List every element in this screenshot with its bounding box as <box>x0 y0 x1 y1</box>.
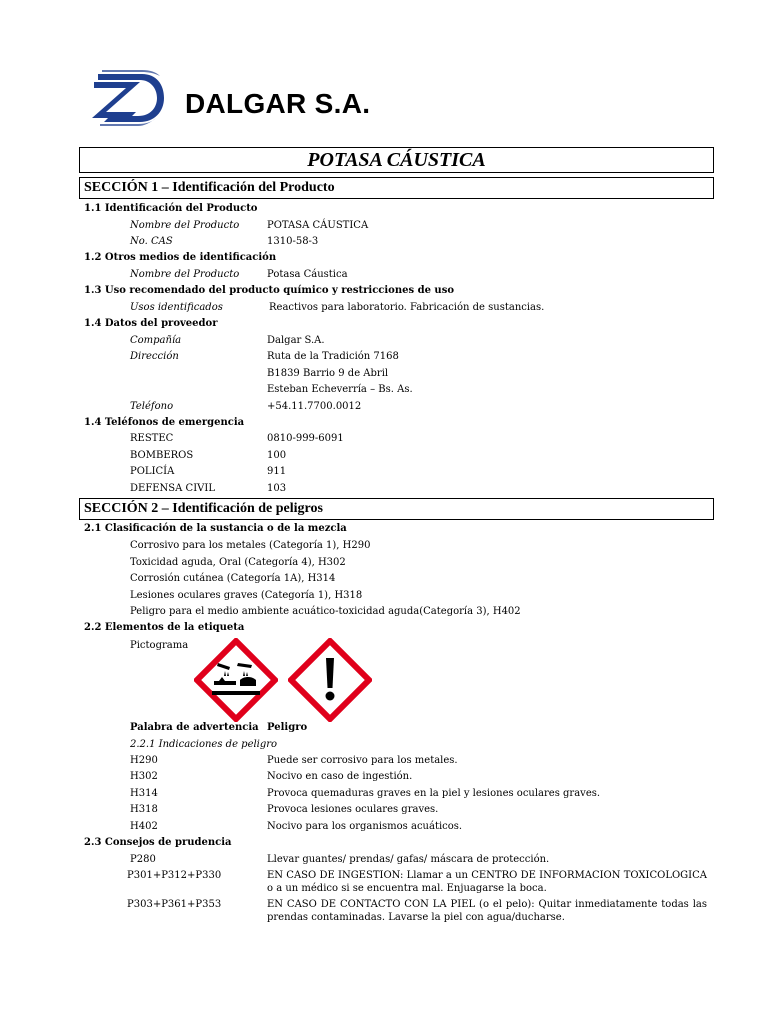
hazard-text: Nocivo para los organismos acuáticos. <box>267 821 463 832</box>
direccion-line-3: Esteban Echeverría – Bs. As. <box>267 384 413 395</box>
compania-label: Compañía <box>130 335 182 346</box>
palabra-label: Palabra de advertencia <box>130 722 259 733</box>
precaution-text: Llevar guantes/ prendas/ gafas/ máscara de protección. <box>267 854 550 865</box>
hazard-text: Provoca quemaduras graves en la piel y lesiones oculares graves. <box>267 788 601 799</box>
heading-1-4: 1.4 Datos del proveedor <box>84 318 218 329</box>
hazard-code: H290 <box>130 755 158 766</box>
nombre2-label: Nombre del Producto <box>130 269 240 280</box>
direccion-line-2: B1839 Barrio 9 de Abril <box>267 368 389 379</box>
precaution-code: P280 <box>130 854 156 865</box>
pictograma-label: Pictograma <box>130 640 189 651</box>
section-2-title: SECCIÓN 2 – Identificación de peligros <box>84 501 323 516</box>
section-2-header <box>79 498 714 520</box>
clasificacion-item: Toxicidad aguda, Oral (Categoría 4), H302 <box>130 557 346 568</box>
hazard-code: H314 <box>130 788 158 799</box>
telefono-value: +54.11.7700.0012 <box>267 401 362 412</box>
precaution-text: EN CASO DE INGESTION: Llamar a un CENTRO DE INFORMACION TOXICOLOGICA o a un médico si se encuentra mal. Enjuagarse la boca. <box>267 870 707 894</box>
emergencia-value: 0810-999-6091 <box>267 433 344 444</box>
clasificacion-item: Corrosivo para los metales (Categoría 1), H290 <box>130 540 371 551</box>
heading-2-3: 2.3 Consejos de prudencia <box>84 837 232 848</box>
heading-1-3: 1.3 Uso recomendado del producto químico y restricciones de uso <box>84 285 455 296</box>
section-1-header <box>79 177 714 199</box>
precaution-text: EN CASO DE CONTACTO CON LA PIEL (o el pelo): Quitar inmediatamente todas las prendas contaminadas. Lavarse la piel con agua/ducharse. <box>267 899 707 923</box>
nombre-label: Nombre del Producto <box>130 220 240 231</box>
hazard-text: Puede ser corrosivo para los metales. <box>267 755 458 766</box>
clasificacion-item: Corrosión cutánea (Categoría 1A), H314 <box>130 573 336 584</box>
cas-value: 1310-58-3 <box>267 236 319 247</box>
direccion-label: Dirección <box>130 351 179 362</box>
product-title: POTASA CÁUSTICA <box>307 149 486 171</box>
exclamation-pictogram-icon <box>288 638 372 722</box>
telefono-label: Teléfono <box>130 401 174 412</box>
nombre-value: POTASA CÁUSTICA <box>267 220 369 231</box>
hazard-text: Nocivo en caso de ingestión. <box>267 771 413 782</box>
nombre2-value: Potasa Cáustica <box>267 269 348 280</box>
corrosion-pictogram-icon <box>194 638 278 722</box>
emergencia-value: 103 <box>267 483 287 494</box>
hazard-text: Provoca lesiones oculares graves. <box>267 804 439 815</box>
section-1-title: SECCIÓN 1 – Identificación del Producto <box>84 180 335 195</box>
clasificacion-item: Lesiones oculares graves (Categoría 1), H318 <box>130 590 363 601</box>
palabra-value: Peligro <box>267 722 308 733</box>
heading-1-2: 1.2 Otros medios de identificación <box>84 252 277 263</box>
precaution-code: P301+P312+P330 <box>127 870 222 881</box>
emergencia-label: DEFENSA CIVIL <box>130 483 215 494</box>
emergencia-label: BOMBEROS <box>130 450 194 461</box>
emergencia-label: POLICÍA <box>130 466 175 477</box>
company-name: DALGAR S.A. <box>185 88 371 119</box>
hazard-code: H402 <box>130 821 158 832</box>
emergencia-value: 911 <box>267 466 287 477</box>
cas-label: No. CAS <box>130 236 173 247</box>
company-logo <box>90 68 168 128</box>
compania-value: Dalgar S.A. <box>267 335 325 346</box>
emergencia-label: RESTEC <box>130 433 174 444</box>
heading-1-4b: 1.4 Teléfonos de emergencia <box>84 417 245 428</box>
precaution-code: P303+P361+P353 <box>127 899 222 910</box>
usos-label: Usos identificados <box>130 302 223 313</box>
emergencia-value: 100 <box>267 450 287 461</box>
hazard-code: H302 <box>130 771 158 782</box>
heading-2-2: 2.2 Elementos de la etiqueta <box>84 622 245 633</box>
clasificacion-item: Peligro para el medio ambiente acuático-toxicidad aguda(Categoría 3), H402 <box>130 606 521 617</box>
hazard-code: H318 <box>130 804 158 815</box>
heading-2-1: 2.1 Clasificación de la sustancia o de la mezcla <box>84 523 347 534</box>
direccion-line-1: Ruta de la Tradición 7168 <box>267 351 399 362</box>
heading-2-2-1: 2.2.1 Indicaciones de peligro <box>130 739 278 750</box>
usos-value: Reactivos para laboratorio. Fabricación de sustancias. <box>269 302 545 313</box>
heading-1-1: 1.1 Identificación del Producto <box>84 203 258 214</box>
product-title-box <box>79 147 714 173</box>
